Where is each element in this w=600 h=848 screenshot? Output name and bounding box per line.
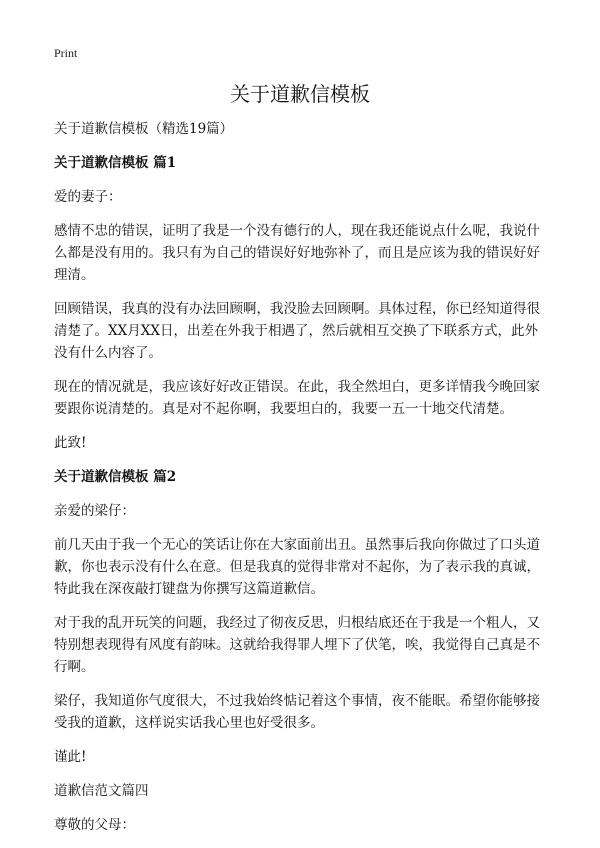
document-body bbox=[54, 118, 550, 848]
paragraph: 感情不忠的错误，证明了我是一个没有德行的人，现在我还能说点什么呢，我说什么都是没有用的。我只有为自己的错误好好地弥补了，而且是应该为我的错误好好理清。 bbox=[54, 223, 540, 283]
paragraph: 前几天由于我一个无心的笑话让你在大家面前出丑。虽然事后我向你做过了口头道歉，你也表示没有什么在意。但是我真的觉得非常对不起你，为了表示我的真诚，特此我在深夜敲打键盘为你撰写这篇道歉信。 bbox=[54, 537, 540, 597]
salutation-2: 亲爱的梁仔： bbox=[54, 503, 135, 519]
section-heading-4: 道歉信范文篇四 bbox=[54, 783, 149, 799]
document-subtitle: 关于道歉信模板（精选19篇） bbox=[54, 121, 234, 137]
paragraph: 回顾错误，我真的没有办法回顾啊，我没脸去回顾啊。具体过程，你已经知道得很清楚了。XX月XX日，出差在外我于相遇了，然后就相互交换了下联系方式，此外没有什么内容了。 bbox=[54, 301, 540, 361]
paragraph: 对于我的乱开玩笑的问题，我经过了彻夜反思，归根结底还在于我是一个粗人，又特别想表现得有风度有韵味。这就给我得罪人埋下了伏笔，唉，我觉得自己真是不行啊。 bbox=[54, 615, 540, 675]
section-heading-2: 关于道歉信模板 篇2 bbox=[54, 469, 177, 485]
paragraph: 现在的情况就是，我应该好好改正错误。在此，我全然坦白，更多详情我今晚回家要跟你说清楚的。真是对不起你啊，我要坦白的，我要一五一十地交代清楚。 bbox=[54, 379, 540, 417]
salutation-1: 爱的妻子： bbox=[54, 189, 122, 205]
closing-2: 谨此! bbox=[54, 749, 87, 765]
print-link[interactable]: Print bbox=[54, 46, 78, 60]
paragraph: 梁仔，我知道你气度很大，不过我始终惦记着这个事情，夜不能眠。希望你能够接受我的道歉，这样说实话我心里也好受很多。 bbox=[54, 693, 540, 731]
salutation-4: 尊敬的父母： bbox=[54, 817, 135, 833]
closing-1: 此致! bbox=[54, 435, 87, 451]
page-title: 关于道歉信模板 bbox=[230, 82, 370, 106]
section-heading-1: 关于道歉信模板 篇1 bbox=[54, 155, 177, 171]
